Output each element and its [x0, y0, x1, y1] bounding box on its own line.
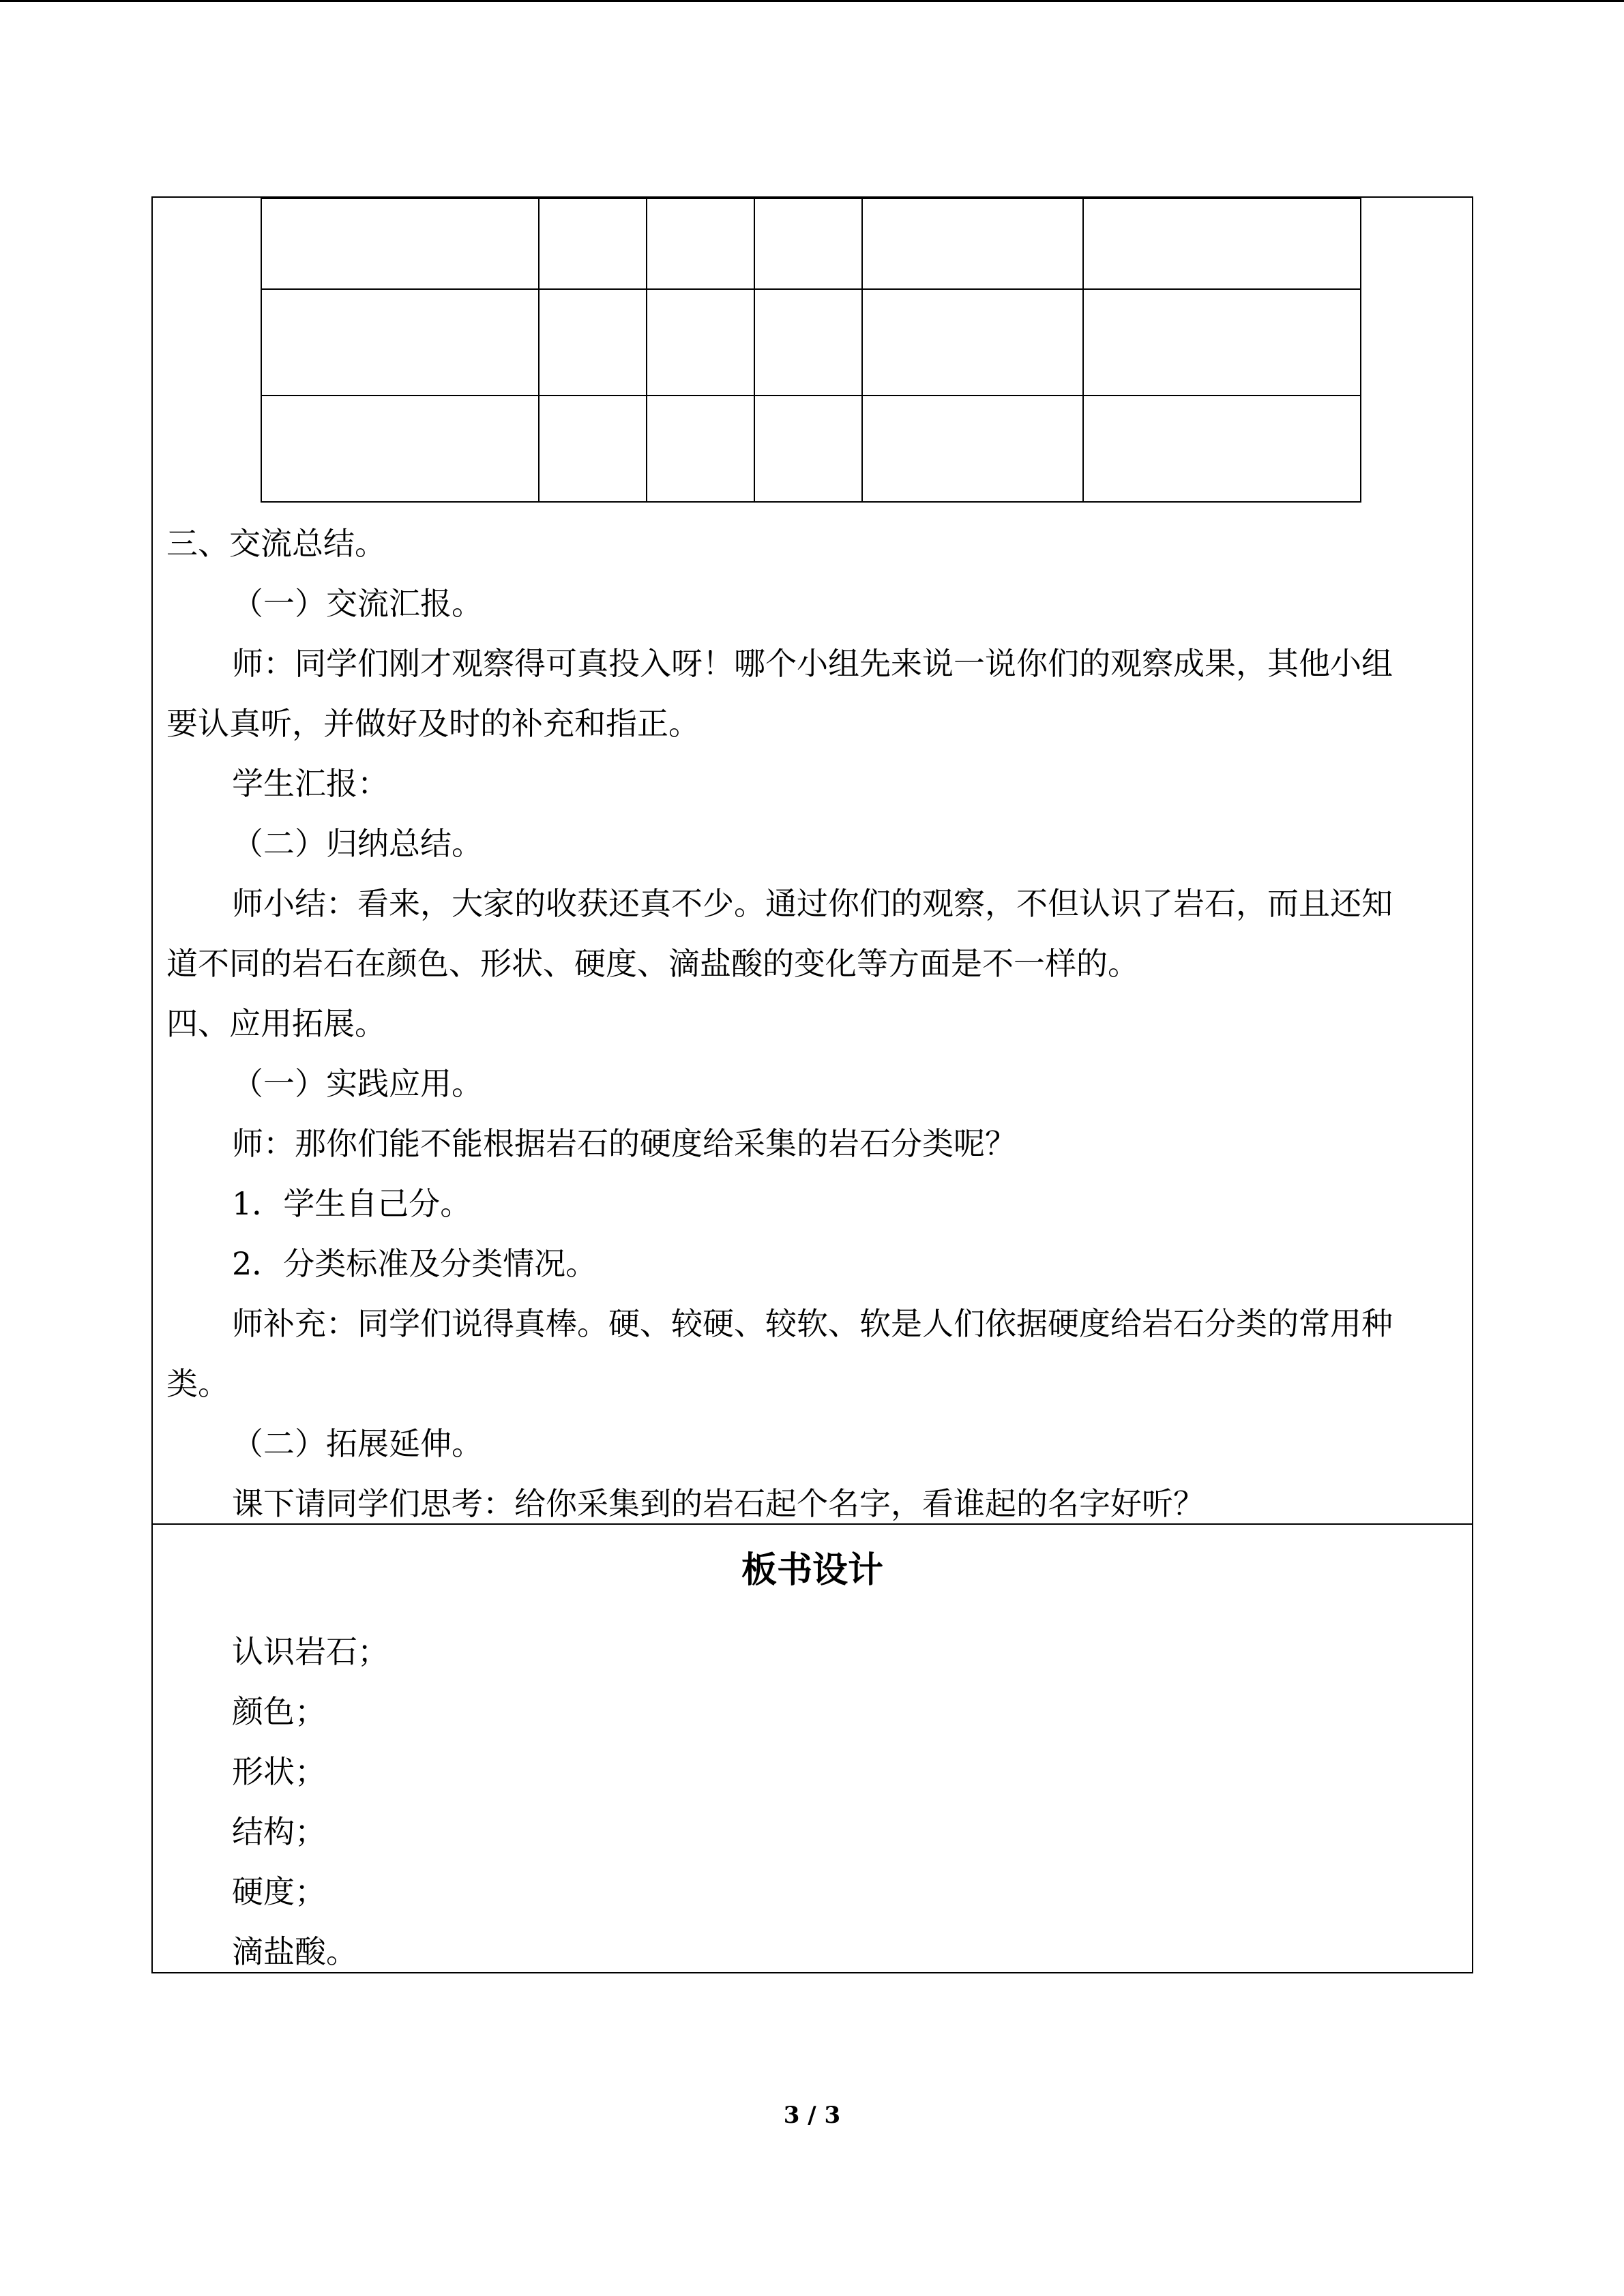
board-item: 颜色；	[232, 1693, 326, 1730]
board-item: 硬度；	[232, 1873, 326, 1910]
table-row	[261, 289, 1361, 396]
homework-question: 课下请同学们思考：给你采集到的岩石起个名字，看谁起的名字好听？	[232, 1485, 1205, 1522]
table-cell	[862, 198, 1083, 289]
board-item: 结构；	[232, 1813, 326, 1850]
table-row	[261, 198, 1361, 289]
section-heading-exchange-summary: 三、交流总结。	[166, 525, 386, 562]
subsection-summary: （二）归纳总结。	[232, 825, 483, 862]
teacher-summary-line: 师小结：看来，大家的收获还真不少。通过你们的观察，不但认识了岩石，而且还知	[232, 885, 1393, 922]
board-item: 滴盐酸。	[232, 1933, 357, 1970]
table-cell	[754, 396, 862, 502]
top-border-line	[0, 0, 1624, 2]
teacher-supplement-line: 师补充：同学们说得真棒。硬、较硬、较软、软是人们依据硬度给岩石分类的常用种	[232, 1305, 1393, 1342]
subsection-exchange-report: （一）交流汇报。	[232, 585, 483, 622]
table-cell	[539, 396, 647, 502]
table-cell	[261, 289, 539, 396]
list-item: 1．学生自己分。	[232, 1185, 472, 1222]
list-item: 2．分类标准及分类情况。	[232, 1245, 597, 1282]
board-design-title: 板书设计	[741, 1549, 883, 1591]
student-report-label: 学生汇报：	[232, 765, 389, 802]
section-divider	[151, 1523, 1473, 1525]
board-item: 认识岩石；	[232, 1633, 389, 1670]
table-cell	[862, 396, 1083, 502]
table-cell	[862, 289, 1083, 396]
teacher-prompt-line: 师：同学们刚才观察得可真投入呀！哪个小组先来说一说你们的观察成果，其他小组	[232, 645, 1393, 682]
table-cell	[539, 198, 647, 289]
teacher-question: 师：那你们能不能根据岩石的硬度给采集的岩石分类呢？	[232, 1125, 1016, 1162]
observation-table	[261, 198, 1361, 503]
table-cell	[754, 289, 862, 396]
teacher-prompt-line: 要认真听，并做好及时的补充和指正。	[166, 705, 700, 742]
subsection-extension: （二）拓展延伸。	[232, 1425, 483, 1462]
subsection-practice: （一）实践应用。	[232, 1065, 483, 1102]
table-cell	[647, 289, 754, 396]
page-number: 3 / 3	[783, 2102, 841, 2129]
table-cell	[754, 198, 862, 289]
teacher-supplement-line: 类。	[166, 1365, 229, 1402]
table-cell	[647, 198, 754, 289]
table-cell	[539, 289, 647, 396]
section-heading-application: 四、应用拓展。	[166, 1005, 386, 1042]
table-cell	[1083, 396, 1361, 502]
table-cell	[261, 396, 539, 502]
table-cell	[647, 396, 754, 502]
table-row	[261, 396, 1361, 502]
board-item: 形状；	[232, 1753, 326, 1790]
table-cell	[1083, 289, 1361, 396]
table-cell	[261, 198, 539, 289]
teacher-summary-line: 道不同的岩石在颜色、形状、硬度、滴盐酸的变化等方面是不一样的。	[166, 945, 1139, 982]
table-cell	[1083, 198, 1361, 289]
